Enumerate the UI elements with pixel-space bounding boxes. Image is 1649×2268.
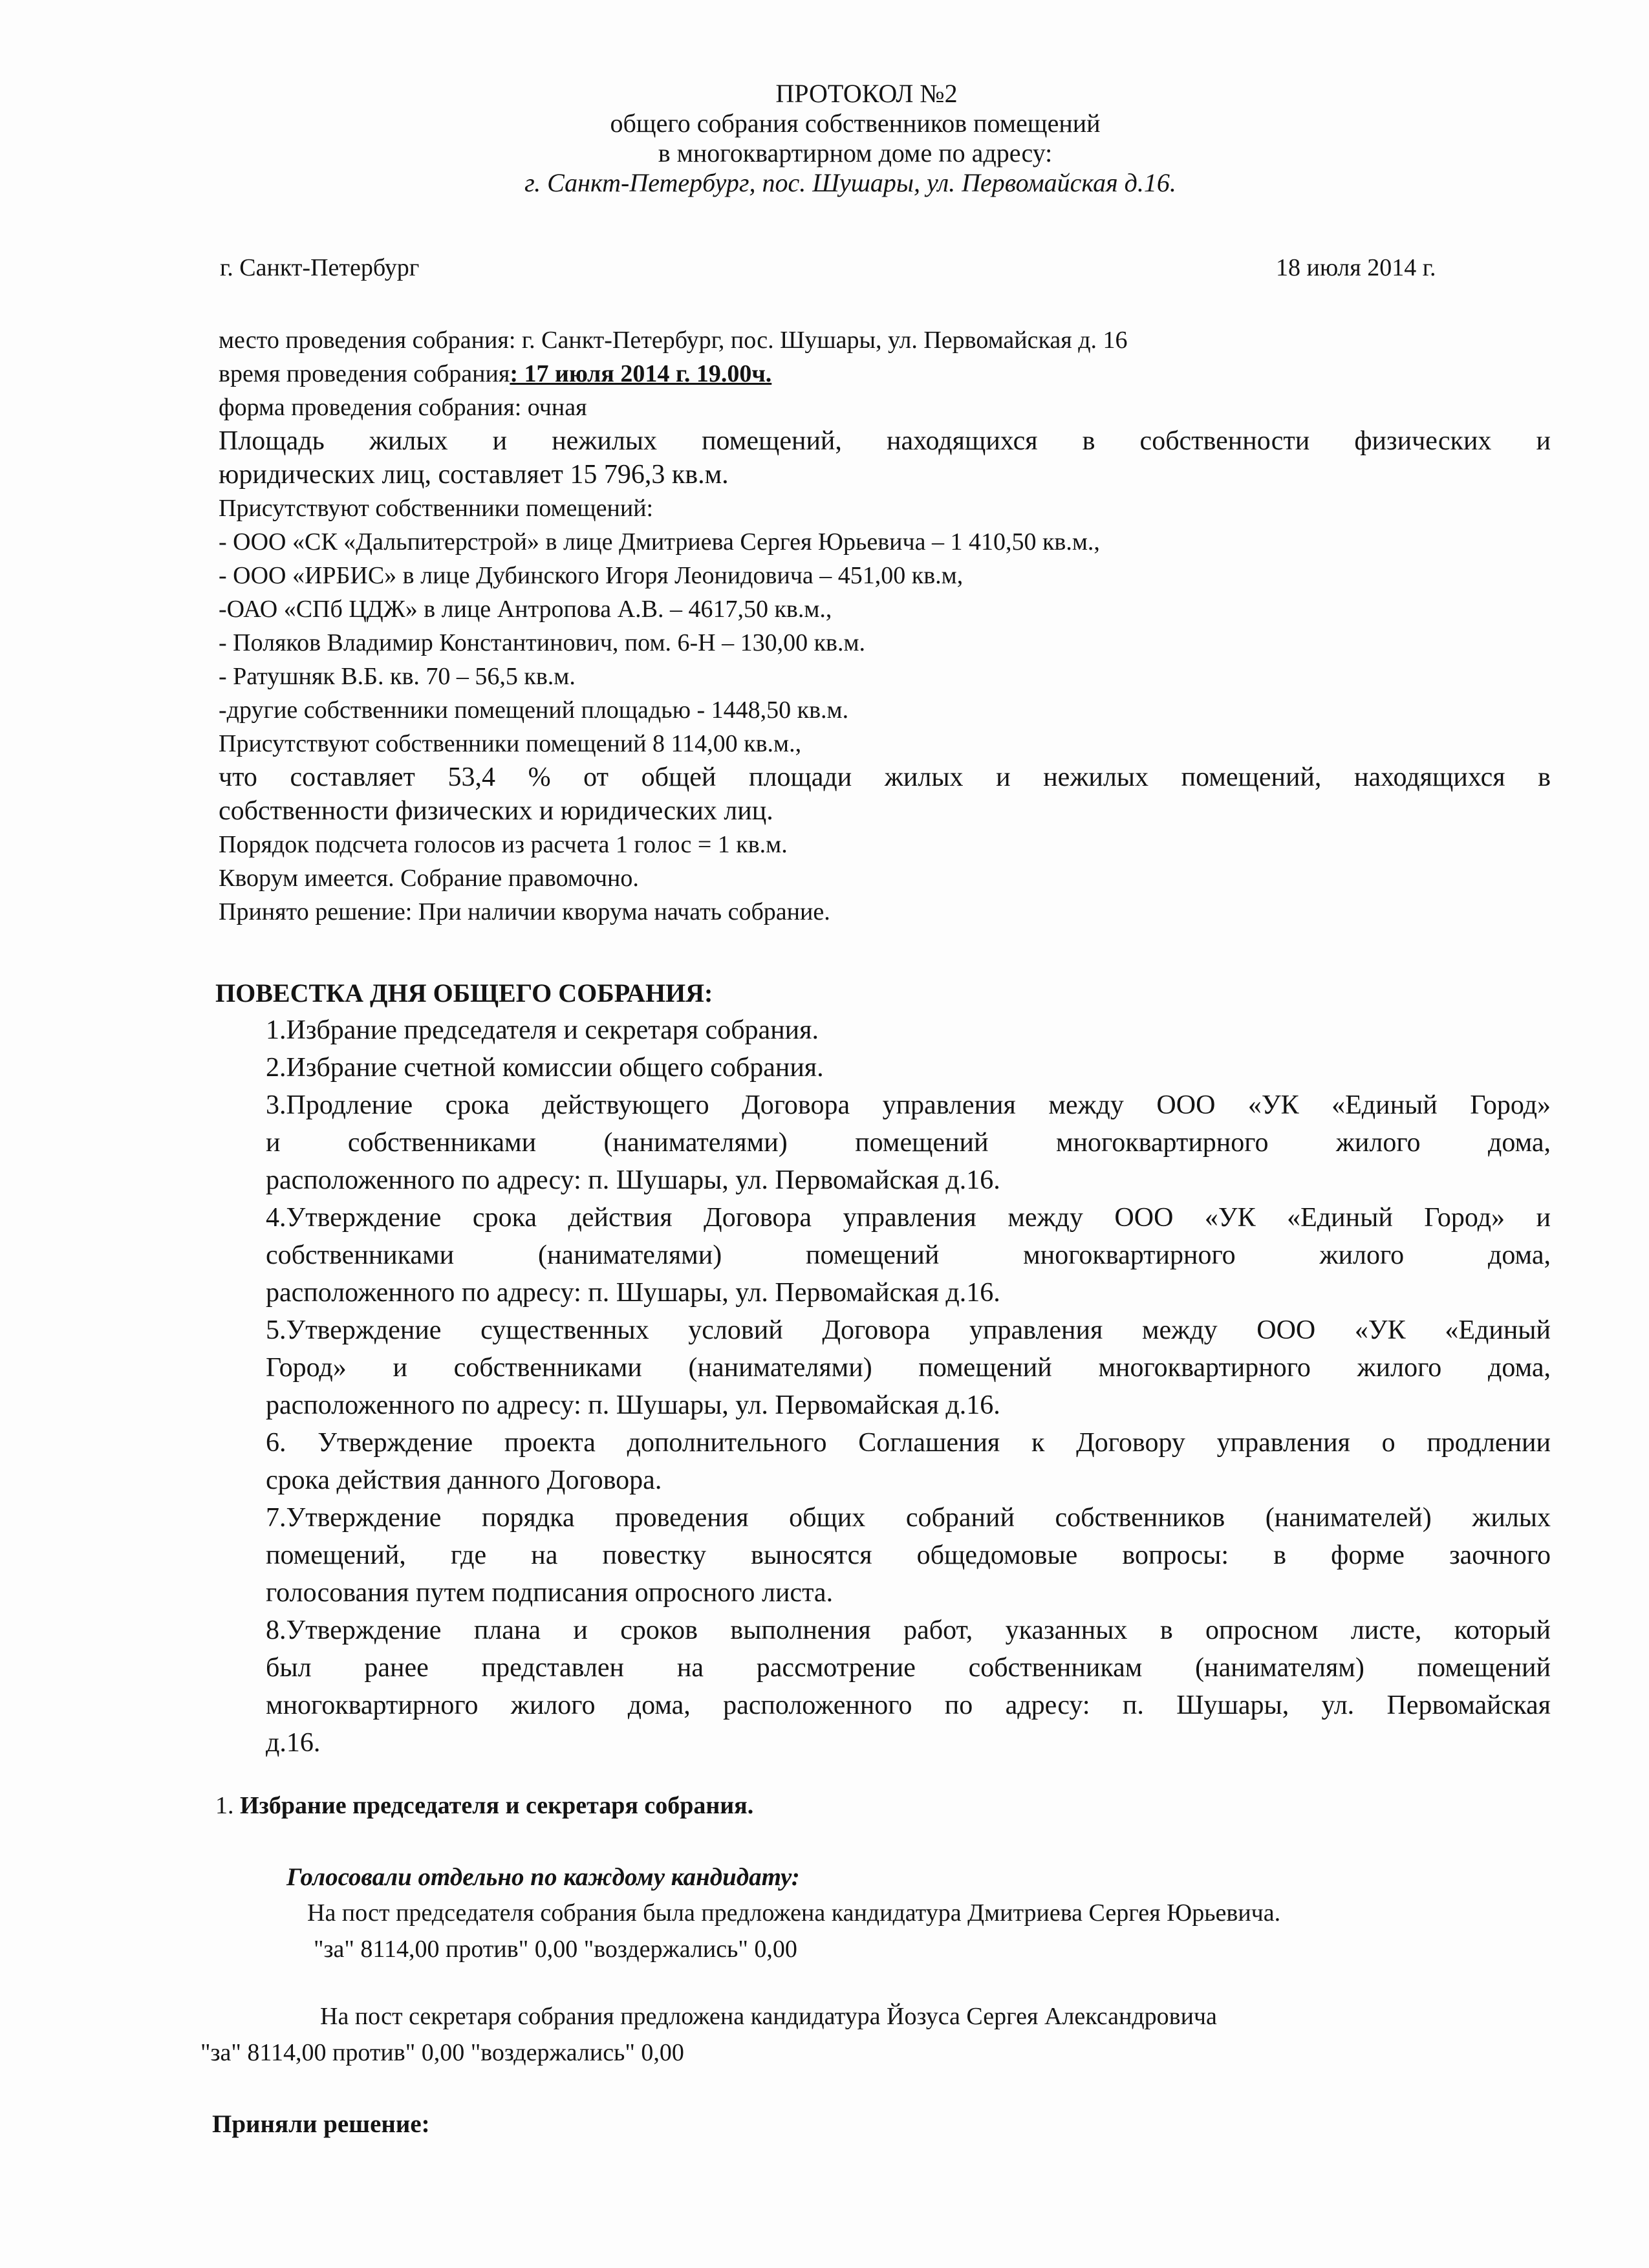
agenda-line: 6. Утверждение проекта дополнительного Соглашения к Договору управления о продлении xyxy=(266,1428,1551,1458)
agenda-line: срока действия данного Договора. xyxy=(266,1465,662,1495)
present-owners-header: Присутствуют собственники помещений: xyxy=(219,495,654,522)
agenda-items xyxy=(215,1011,1551,1762)
voted-separately-label: Голосовали отдельно по каждому кандидату: xyxy=(286,1863,800,1891)
owner-list-item: - ООО «СК «Дальпитерстрой» в лице Дмитриева Сергея Юрьевича – 1 410,50 кв.м., xyxy=(219,528,1100,556)
agenda-line: помещений, где на повестку выносятся общедомовые вопросы: в форме заочного xyxy=(266,1540,1551,1570)
meeting-form: форма проведения собрания: очная xyxy=(219,394,587,421)
agenda-line: 7.Утверждение порядка проведения общих собраний собственников (нанимателей) жилых xyxy=(266,1503,1551,1533)
secretary-vote-result: "за" 8114,00 против" 0,00 "воздержались" 0,00 xyxy=(200,2039,684,2066)
agenda-line: был ранее представлен на рассмотрение собственникам (нанимателям) помещений xyxy=(266,1653,1551,1683)
owner-list-item: -ОАО «СПб ЦДЖ» в лице Антропова А.В. – 4617,50 кв.м., xyxy=(219,596,832,623)
owner-list-item: - ООО «ИРБИС» в лице Дубинского Игоря Леонидовича – 451,00 кв.м, xyxy=(219,562,964,589)
meeting-place: место проведения собрания: г. Санкт-Петербург, пос. Шушары, ул. Первомайская д. 16 xyxy=(219,327,1128,354)
agenda-line: 1.Избрание председателя и секретаря собрания. xyxy=(266,1015,819,1045)
section-1-heading xyxy=(215,1791,1551,1820)
document-header xyxy=(0,79,1649,198)
agenda-line: 4.Утверждение срока действия Договора управления между ООО «УК «Единый Город» и xyxy=(266,1203,1551,1233)
chair-vote-result: "за" 8114,00 против" 0,00 "воздержались" 0,00 xyxy=(314,1936,797,1963)
agenda-line: 3.Продление срока действующего Договора управления между ООО «УК «Единый Город» xyxy=(266,1090,1551,1120)
total-area-line-2: юридических лиц, составляет 15 796,3 кв.м. xyxy=(219,460,729,490)
agenda-line: собственниками (нанимателями) помещений многоквартирного жилого дома, xyxy=(266,1240,1551,1270)
building-address: г. Санкт-Петербург, пос. Шушары, ул. Первомайская д.16. xyxy=(524,168,1176,197)
vote-rule: Порядок подсчета голосов из расчета 1 голос = 1 кв.м. xyxy=(219,831,788,858)
agenda-line: расположенного по адресу: п. Шушары, ул. Первомайская д.16. xyxy=(266,1390,1000,1420)
agenda-line: 5.Утверждение существенных условий Договора управления между ООО «УК «Единый xyxy=(266,1315,1551,1345)
quorum-status: Кворум имеется. Собрание правомочно. xyxy=(219,865,639,892)
percent-line-1: что составляет 53,4 % от общей площади жилых и нежилых помещений, находящихся в xyxy=(219,762,1551,792)
owner-list-item: - Ратушняк В.Б. кв. 70 – 56,5 кв.м. xyxy=(219,663,576,690)
protocol-title: ПРОТОКОЛ №2 xyxy=(775,79,958,108)
protocol-subtitle-2: в многоквартирном доме по адресу: xyxy=(658,138,1053,167)
agenda-line: расположенного по адресу: п. Шушары, ул. Первомайская д.16. xyxy=(266,1165,1000,1195)
opening-decision: Принято решение: При наличии кворума начать собрание. xyxy=(219,898,830,925)
agenda xyxy=(215,975,1551,1762)
decision-label: Приняли решение: xyxy=(212,2110,430,2138)
agenda-line: многоквартирного жилого дома, расположенного по адресу: п. Шушары, ул. Первомайская xyxy=(266,1690,1551,1720)
present-total: Присутствуют собственники помещений 8 114,00 кв.м., xyxy=(219,730,802,757)
section-1-number: 1. xyxy=(215,1792,240,1819)
meeting-time xyxy=(219,357,1551,391)
agenda-title: ПОВЕСТКА ДНЯ ОБЩЕГО СОБРАНИЯ: xyxy=(215,978,713,1008)
agenda-line: расположенного по адресу: п. Шушары, ул. Первомайская д.16. xyxy=(266,1278,1000,1308)
agenda-line: 2.Избрание счетной комиссии общего собрания. xyxy=(266,1053,824,1083)
percent-line-2: собственности физических и юридических лиц. xyxy=(219,796,773,826)
agenda-line: голосования путем подписания опросного листа. xyxy=(266,1578,834,1608)
meeting-details xyxy=(219,323,1551,929)
protocol-subtitle: общего собрания собственников помещений xyxy=(610,109,1101,138)
section-1-title: Избрание председателя и секретаря собрания. xyxy=(240,1792,754,1819)
protocol-date: 18 июля 2014 г. xyxy=(1276,254,1436,281)
city-label: г. Санкт-Петербург xyxy=(220,254,420,281)
meeting-time-value: : 17 июля 2014 г. 19.00ч. xyxy=(510,360,772,387)
meeting-time-label: время проведения собрания xyxy=(219,360,510,387)
agenda-line: 8.Утверждение плана и сроков выполнения работ, указанных в опросном листе, который xyxy=(266,1615,1551,1645)
agenda-line: и собственниками (нанимателями) помещений многоквартирного жилого дома, xyxy=(266,1128,1551,1158)
secretary-candidate: На пост секретаря собрания предложена кандидатура Йозуса Сергея Александровича xyxy=(320,2003,1217,2030)
total-area-line-1: Площадь жилых и нежилых помещений, находящихся в собственности физических и xyxy=(219,426,1551,456)
owner-list-item: -другие собственники помещений площадью - 1448,50 кв.м. xyxy=(219,697,849,724)
chair-candidate: На пост председателя собрания была предложена кандидатура Дмитриева Сергея Юрьевича. xyxy=(307,1899,1281,1927)
agenda-line: Город» и собственниками (нанимателями) помещений многоквартирного жилого дома, xyxy=(266,1353,1551,1383)
agenda-line: д.16. xyxy=(266,1728,321,1758)
owner-list-item: - Поляков Владимир Константинович, пом. 6-Н – 130,00 кв.м. xyxy=(219,629,866,656)
